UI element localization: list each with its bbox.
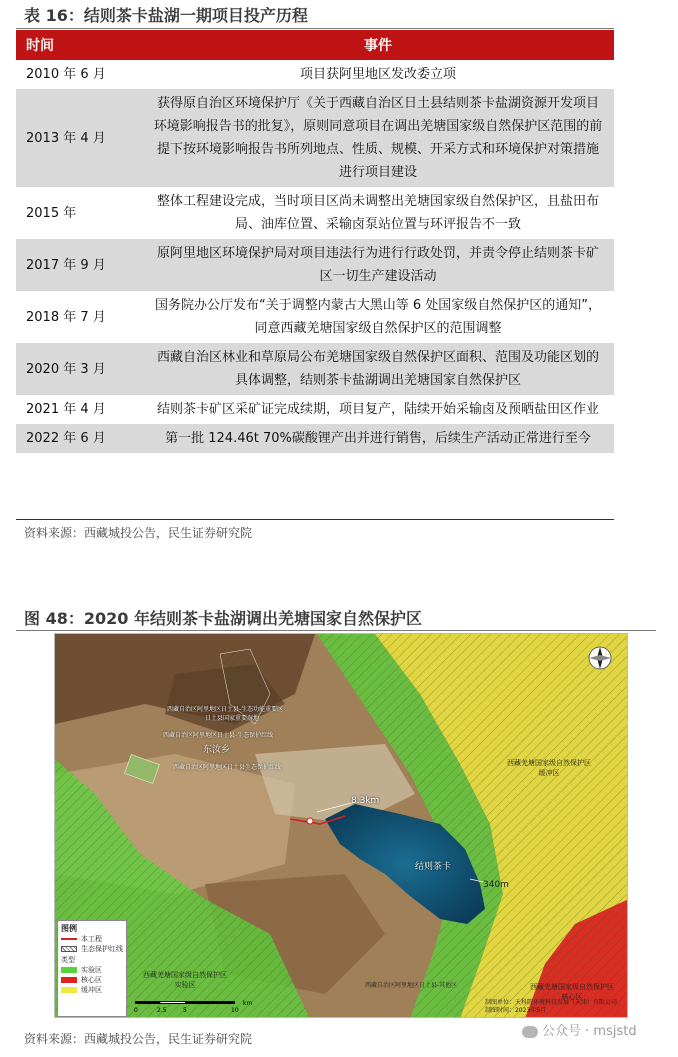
map-label-town: 东汝乡: [203, 745, 231, 755]
watermark: [522, 1020, 637, 1039]
credit-date: 制图时间：2023年5月: [484, 1007, 547, 1014]
map-label-lake: 结则茶卡: [415, 862, 452, 872]
map-legend: [57, 920, 127, 1017]
map-label-redline-south: 西藏自治区阿里地区日土县-其他区: [365, 982, 458, 989]
map-label-county-redline: 西藏自治区阿里地区日土县生态保护红线: [173, 764, 282, 771]
row-event: 原阿里地区环境保护局对项目违法行为进行行政处罚，并责令停止结则茶卡矿区一切生产建设活动: [142, 239, 614, 291]
row-event: 国务院办公厅发布“关于调整内蒙古大黑山等 6 处国家级自然保护区的通知”，同意西藏羌塘国家级自然保护区的范围调整: [142, 291, 614, 343]
scale-tick: 0: [134, 1007, 138, 1014]
figure-divider: [16, 630, 656, 631]
legend-label: 本工程: [81, 935, 102, 943]
legend-swatch-hatch: [61, 946, 77, 952]
figure-title: 图 48：2020 年结则茶卡盐湖调出羌塘国家自然保护区: [24, 609, 422, 628]
table-row: [16, 291, 614, 343]
map-label-distance-340: 340m: [483, 880, 509, 890]
wechat-icon: [522, 1026, 538, 1038]
row-time: 2015 年: [16, 187, 142, 239]
legend-swatch-green: [61, 967, 77, 973]
table-row: [16, 239, 614, 291]
legend-label: 生态保护红线: [81, 945, 123, 953]
scale-bar: [135, 1000, 255, 1018]
legend-label: 核心区: [81, 976, 102, 984]
row-event: 项目获阿里地区发改委立项: [142, 60, 614, 89]
row-event: 第一批 124.46t 70%碳酸锂产出并进行销售，后续生产活动正常进行至今: [142, 424, 614, 453]
map-label-county: 日土县国家重要湿地: [205, 715, 260, 722]
table-row: [16, 60, 614, 89]
legend-label: 缓冲区: [81, 986, 102, 994]
map-label-distance-8-3: 8.3km: [351, 796, 380, 806]
table-header-row: [16, 30, 614, 60]
map-label-core-zone: 西藏羌塘国家级自然保护区 核心区: [530, 983, 614, 1001]
row-event: 获得原自治区环境保护厅《关于西藏自治区日土县结则茶卡盐湖资源开发项目环境影响报告书的批复》，原则同意项目在调出羌塘国家级自然保护区范围的前提下按环境影响报告书所列地点、性质、规模、开采方式和环境保护对策措施进行项目建设: [142, 89, 614, 187]
map-graphic: [55, 634, 628, 1018]
legend-title: 图例: [61, 924, 77, 933]
legend-swatch-line: [61, 938, 77, 940]
table-title: 表 16：结则茶卡盐湖一期项目投产历程: [24, 6, 308, 25]
row-event: 整体工程建设完成，当时项目区尚未调整出羌塘国家级自然保护区，且盐田布局、油库位置、采输卤泵站位置与环评报告不一致: [142, 187, 614, 239]
legend-type-title: 类型: [61, 956, 75, 964]
legend-swatch-yellow: [61, 987, 77, 993]
watermark-text: 公众号 · msjstd: [542, 1024, 637, 1039]
map-label-redline-2: 西藏自治区阿里地区日土县-生态保护红线: [163, 732, 274, 739]
scale-tick: 5: [183, 1007, 187, 1014]
map-label-buffer-zone: 西藏羌塘国家级自然保护区 缓冲区: [507, 759, 591, 777]
figure-source: 资料来源：西藏城投公告，民生证券研究院: [24, 1032, 253, 1046]
table-row: [16, 187, 614, 239]
row-time: 2013 年 4 月: [16, 89, 142, 187]
row-time: 2010 年 6 月: [16, 60, 142, 89]
legend-swatch-red: [61, 977, 77, 983]
row-time: 2017 年 9 月: [16, 239, 142, 291]
row-time: 2020 年 3 月: [16, 343, 142, 395]
row-time: 2021 年 4 月: [16, 395, 142, 424]
title-divider: [16, 28, 614, 29]
project-point: [307, 818, 313, 824]
scale-unit: km: [243, 1000, 253, 1007]
legend-label: 实验区: [81, 966, 102, 974]
legend-item-core: [61, 975, 123, 985]
credit-unit: 制图单位：天科院环境科技发展（天津）有限公司: [484, 999, 617, 1006]
table-row: [16, 395, 614, 424]
reserve-map: [54, 633, 628, 1018]
map-credit: [485, 999, 617, 1015]
legend-item-project: [61, 934, 123, 944]
legend-item-buffer: [61, 985, 123, 995]
header-event: 事件: [142, 30, 614, 60]
table-bottom-rule: [16, 519, 614, 520]
history-table: [16, 30, 614, 453]
compass-icon: [589, 647, 611, 669]
map-label-redline-1: 西藏自治区阿里地区日土县-生态功能重要区: [167, 706, 284, 713]
row-time: 2022 年 6 月: [16, 424, 142, 453]
header-time: 时间: [16, 30, 142, 60]
table-row: [16, 343, 614, 395]
scale-tick: 10: [231, 1007, 239, 1014]
scale-tick: 2.5: [157, 1007, 167, 1014]
row-event: 结则茶卡矿区采矿证完成续期，项目复产，陆续开始采输卤及预晒盐田区作业: [142, 395, 614, 424]
table-row: [16, 424, 614, 453]
table-row: [16, 89, 614, 187]
row-time: 2018 年 7 月: [16, 291, 142, 343]
row-event: 西藏自治区林业和草原局公布羌塘国家级自然保护区面积、范围及功能区划的具体调整，结则茶卡盐湖调出羌塘国家自然保护区: [142, 343, 614, 395]
legend-item-redline: [61, 944, 123, 954]
table-source: 资料来源：西藏城投公告，民生证券研究院: [24, 526, 253, 540]
map-label-experiment-zone: 西藏羌塘国家级自然保护区 实验区: [143, 971, 227, 989]
legend-item-experiment: [61, 965, 123, 975]
scale-bar-graphic: [135, 1001, 235, 1004]
